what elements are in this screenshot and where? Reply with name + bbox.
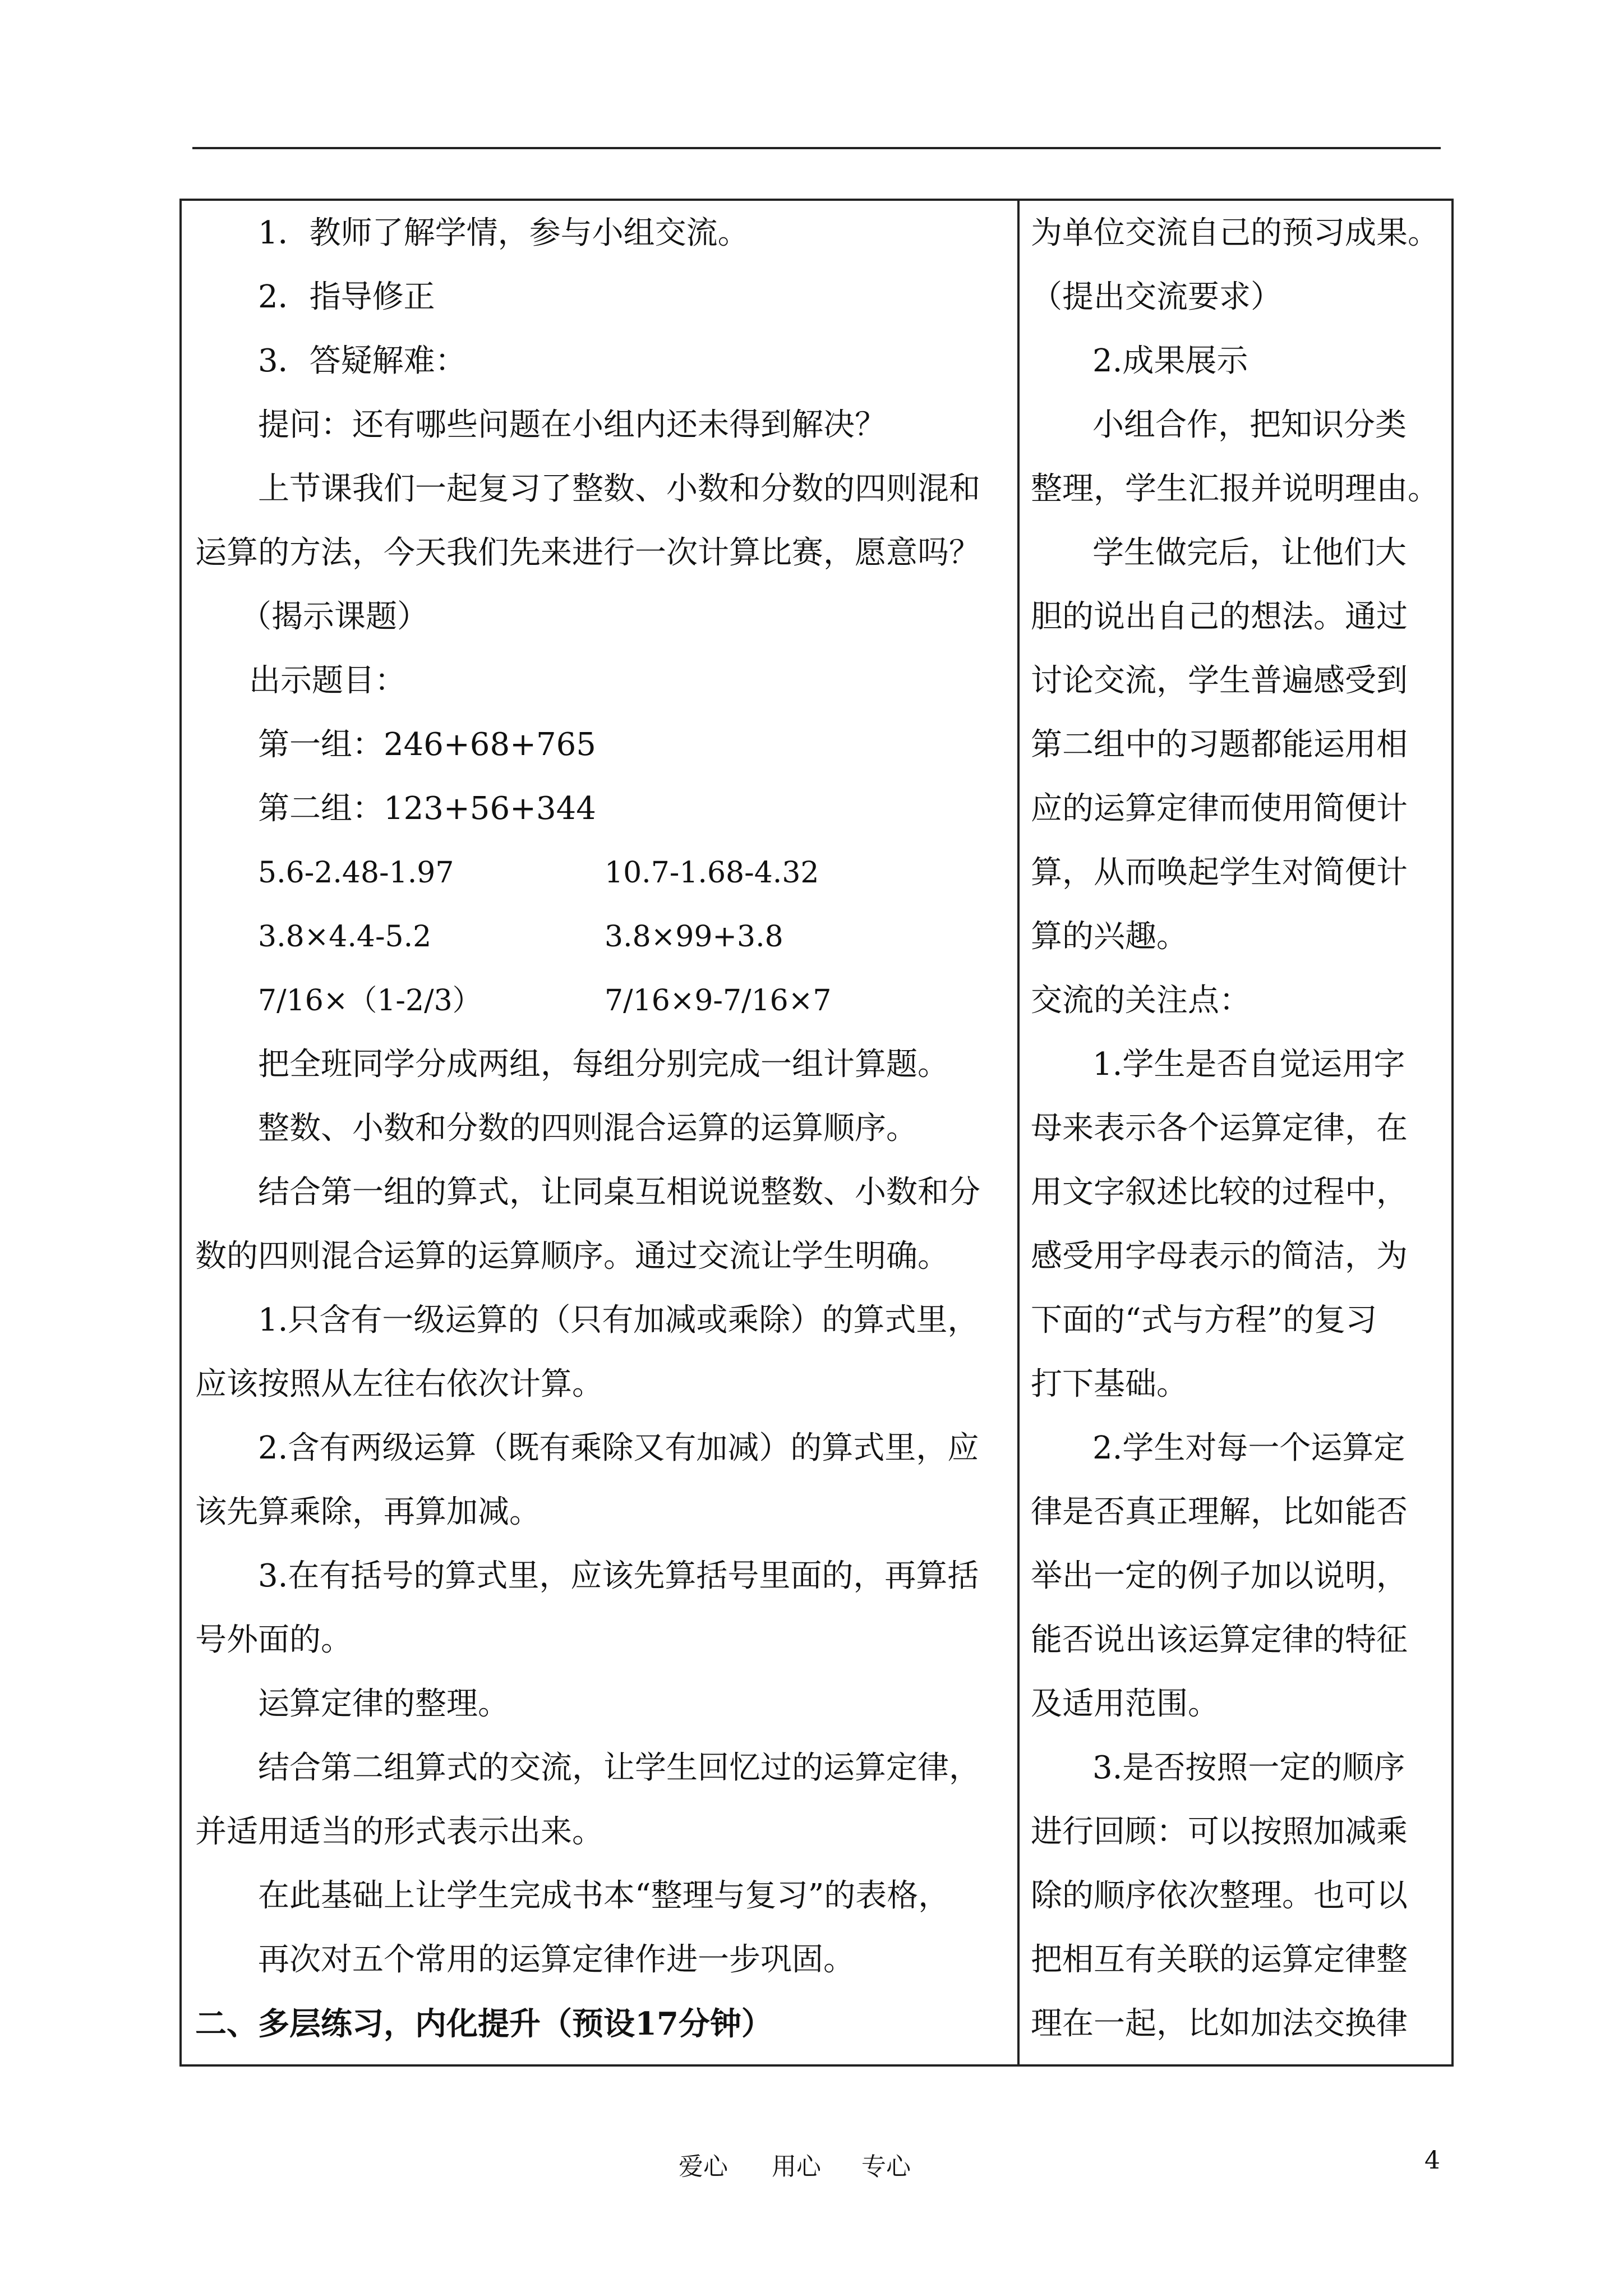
- text-line: 胆的说出自己的想法。通过: [1031, 599, 1408, 635]
- text-line: 打下基础。: [1031, 1366, 1188, 1402]
- text-line: 2.成果展示: [1092, 343, 1248, 379]
- text-line: 第一组：246+68+765: [258, 726, 596, 763]
- text-line: 3．答疑解难：: [258, 343, 467, 379]
- text-line: 2.学生对每一个运算定: [1092, 1430, 1405, 1466]
- exercise-item: 3.8×4.4-5.2: [258, 920, 432, 954]
- text-line: （揭示课题）: [240, 599, 428, 635]
- text-line: 为单位交流自己的预习成果。: [1031, 215, 1439, 251]
- text-line: 学生做完后，让他们大: [1092, 535, 1407, 571]
- text-line: 母来表示各个运算定律，在: [1031, 1110, 1408, 1147]
- text-line: 1．教师了解学情，参与小组交流。: [258, 215, 749, 251]
- text-line: 感受用字母表示的简洁，为: [1031, 1238, 1408, 1274]
- text-line: （提出交流要求）: [1031, 279, 1282, 315]
- footer-motto: 用心: [772, 2152, 821, 2181]
- text-line: 1.学生是否自觉运用字: [1092, 1046, 1405, 1083]
- text-line: 1.只含有一级运算的（只有加减或乘除）的算式里，: [258, 1302, 979, 1338]
- exercise-item: 3.8×99+3.8: [605, 920, 783, 954]
- text-line: 2.含有两级运算（既有乘除又有加减）的算式里，应: [258, 1430, 979, 1466]
- text-line: 把全班同学分成两组，每组分别完成一组计算题。: [258, 1046, 949, 1083]
- text-line: 举出一定的例子加以说明，: [1031, 1558, 1408, 1594]
- text-line: 小组合作，把知识分类: [1092, 407, 1407, 443]
- exercise-item: 7/16×（1-2/3）: [258, 984, 482, 1018]
- design-intent-column: [1020, 201, 1451, 2064]
- text-line: 出示题目：: [249, 662, 406, 699]
- exercise-item: 7/16×9-7/16×7: [605, 984, 832, 1018]
- text-line: 讨论交流，学生普遍感受到: [1031, 662, 1408, 699]
- text-line: 应该按照从左往右依次计算。: [195, 1366, 603, 1402]
- text-line: 除的顺序依次整理。也可以: [1031, 1878, 1408, 1914]
- exercise-item: 5.6-2.48-1.97: [258, 856, 454, 890]
- text-line: 运算的方法，今天我们先来进行一次计算比赛，愿意吗？: [195, 535, 980, 571]
- text-line: 理在一起，比如加法交换律: [1031, 2005, 1408, 2042]
- text-line: 下面的“式与方程”的复习: [1031, 1302, 1377, 1338]
- section-heading: 二、多层练习，内化提升（预设17分钟）: [195, 2005, 773, 2042]
- text-line: 整数、小数和分数的四则混合运算的运算顺序。: [258, 1110, 917, 1147]
- text-line: 2．指导修正: [258, 279, 435, 315]
- text-line: 运算定律的整理。: [258, 1686, 509, 1722]
- text-line: 及适用范围。: [1031, 1686, 1219, 1722]
- text-line: 再次对五个常用的运算定律作进一步巩固。: [258, 1941, 855, 1978]
- text-line: 上节课我们一起复习了整数、小数和分数的四则混和: [258, 471, 980, 507]
- header-rule: [192, 147, 1441, 149]
- text-line: 3.是否按照一定的顺序: [1092, 1750, 1405, 1786]
- text-line: 第二组：123+56+344: [258, 790, 596, 827]
- text-line: 律是否真正理解，比如能否: [1031, 1494, 1408, 1530]
- text-line: 3.在有括号的算式里，应该先算括号里面的，再算括: [258, 1558, 979, 1594]
- text-line: 结合第二组算式的交流，让学生回忆过的运算定律，: [258, 1750, 980, 1786]
- text-line: 号外面的。: [195, 1622, 352, 1658]
- text-line: 并适用适当的形式表示出来。: [195, 1814, 603, 1850]
- text-line: 用文字叙述比较的过程中，: [1031, 1174, 1408, 1211]
- text-line: 结合第一组的算式，让同桌互相说说整数、小数和分: [258, 1174, 980, 1211]
- text-line: 进行回顾：可以按照加减乘: [1031, 1814, 1408, 1850]
- text-line: 整理，学生汇报并说明理由。: [1031, 471, 1439, 507]
- text-line: 第二组中的习题都能运用相: [1031, 726, 1408, 763]
- text-line: 该先算乘除，再算加减。: [195, 1494, 541, 1530]
- text-line: 在此基础上让学生完成书本“整理与复习”的表格，: [258, 1878, 950, 1914]
- text-line: 数的四则混合运算的运算顺序。通过交流让学生明确。: [195, 1238, 949, 1274]
- text-line: 交流的关注点：: [1031, 982, 1251, 1019]
- teacher-activity-column: [182, 201, 1017, 2064]
- exercise-item: 10.7-1.68-4.32: [605, 856, 819, 890]
- text-line: 算的兴趣。: [1031, 918, 1188, 955]
- footer-motto: 专心: [861, 2152, 911, 2181]
- text-line: 能否说出该运算定律的特征: [1031, 1622, 1408, 1658]
- lesson-table: [179, 199, 1454, 2067]
- page-number: 4: [1424, 2146, 1440, 2175]
- text-line: 把相互有关联的运算定律整: [1031, 1941, 1408, 1978]
- footer-motto: 爱心: [679, 2152, 728, 2181]
- text-line: 应的运算定律而使用简便计: [1031, 790, 1408, 827]
- text-line: 提问：还有哪些问题在小组内还未得到解决？: [258, 407, 886, 443]
- text-line: 算，从而唤起学生对简便计: [1031, 854, 1408, 891]
